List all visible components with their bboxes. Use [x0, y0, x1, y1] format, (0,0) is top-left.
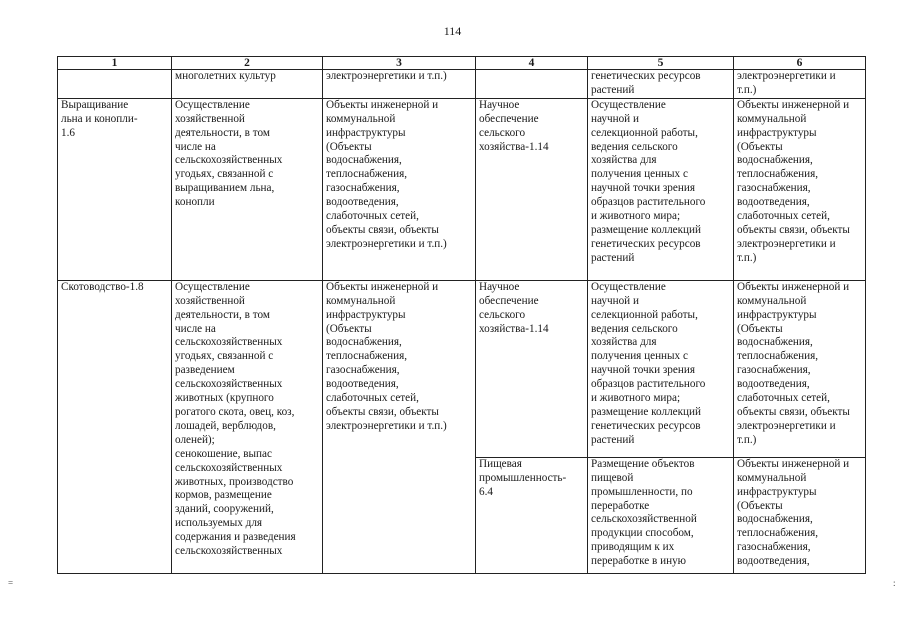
cell-auxiliary-use: Объекты инженерной и коммунальной инфраструктуры (Объекты водоснабжения, теплоснабжения, газоснабжения, водоотведения, слаботочных сетей, объекты связи, объекты электроэнергетики и т.п.)	[323, 280, 476, 573]
cell-conditional-use-type: Пищевая промышленность- 6.4	[476, 457, 588, 573]
column-header-1: 1	[58, 57, 172, 70]
column-header-2: 2	[172, 57, 323, 70]
cell-conditional-use-description: генетических ресурсов растений	[588, 70, 734, 99]
land-use-table	[57, 56, 866, 574]
cell-conditional-auxiliary-use: электроэнергетики и т.п.)	[734, 70, 866, 99]
cell-description: Осуществление хозяйственной деятельности, в том числе на сельскохозяйственных угодьях, связанной с выращиванием льна, конопли	[172, 98, 323, 280]
table-row-cattle	[58, 280, 866, 457]
cell-description: многолетних культур	[172, 70, 323, 99]
column-header-6: 6	[734, 57, 866, 70]
cell-conditional-auxiliary-use: Объекты инженерной и коммунальной инфраструктуры (Объекты водоснабжения, теплоснабжения, газоснабжения, водоотведения, слаботочных сетей, объекты связи, объекты электроэнергетики и т.п.)	[734, 280, 866, 457]
cell-land-use-type: Выращивание льна и конопли- 1.6	[58, 98, 172, 280]
cell-conditional-use-type: Научное обеспечение сельского хозяйства-1.14	[476, 98, 588, 280]
column-header-4: 4	[476, 57, 588, 70]
cell-conditional-use-type	[476, 70, 588, 99]
column-header-5: 5	[588, 57, 734, 70]
cell-description: Осуществление хозяйственной деятельности, в том числе на сельскохозяйственных угодьях, связанной с разведением сельскохозяйственных животных (крупного рогатого скота, овец, коз, лошадей, верблюдов, оленей); сенокошение, выпас сельскохозяйственных животных, производство кормов, размещение зданий, сооружений, используемых для содержания и разведения сельскохозяйственных	[172, 280, 323, 573]
left-edge-mark: =	[8, 578, 14, 588]
cell-conditional-use-description: Размещение объектов пищевой промышленности, по переработке сельскохозяйственной продукции способом, приводящим к их переработке в иную	[588, 457, 734, 573]
cell-conditional-use-description: Осуществление научной и селекционной работы, ведения сельского хозяйства для получения ценных с научной точки зрения образцов растительного и животного мира; размещение коллекций генетических ресурсов растений	[588, 98, 734, 280]
page-number: 114	[443, 24, 462, 38]
table-row-continuation	[58, 70, 866, 99]
cell-conditional-use-description: Осуществление научной и селекционной работы, ведения сельского хозяйства для получения ценных с научной точки зрения образцов растительного и животного мира; размещение коллекций генетических ресурсов растений	[588, 280, 734, 457]
cell-auxiliary-use: Объекты инженерной и коммунальной инфраструктуры (Объекты водоснабжения, теплоснабжения, газоснабжения, водоотведения, слаботочных сетей, объекты связи, объекты электроэнергетики и т.п.)	[323, 98, 476, 280]
right-edge-mark: :	[893, 578, 896, 588]
column-header-3: 3	[323, 57, 476, 70]
cell-conditional-auxiliary-use: Объекты инженерной и коммунальной инфраструктуры (Объекты водоснабжения, теплоснабжения, газоснабжения, водоотведения,	[734, 457, 866, 573]
cell-auxiliary-use: электроэнергетики и т.п.)	[323, 70, 476, 99]
cell-conditional-auxiliary-use: Объекты инженерной и коммунальной инфраструктуры (Объекты водоснабжения, теплоснабжения, газоснабжения, водоотведения, слаботочных сетей, объекты связи, объекты электроэнергетики и т.п.)	[734, 98, 866, 280]
table-header-row	[58, 57, 866, 70]
cell-land-use-type	[58, 70, 172, 99]
cell-conditional-use-type: Научное обеспечение сельского хозяйства-1.14	[476, 280, 588, 457]
table-row-flax-hemp	[58, 98, 866, 280]
cell-land-use-type: Скотоводство-1.8	[58, 280, 172, 573]
